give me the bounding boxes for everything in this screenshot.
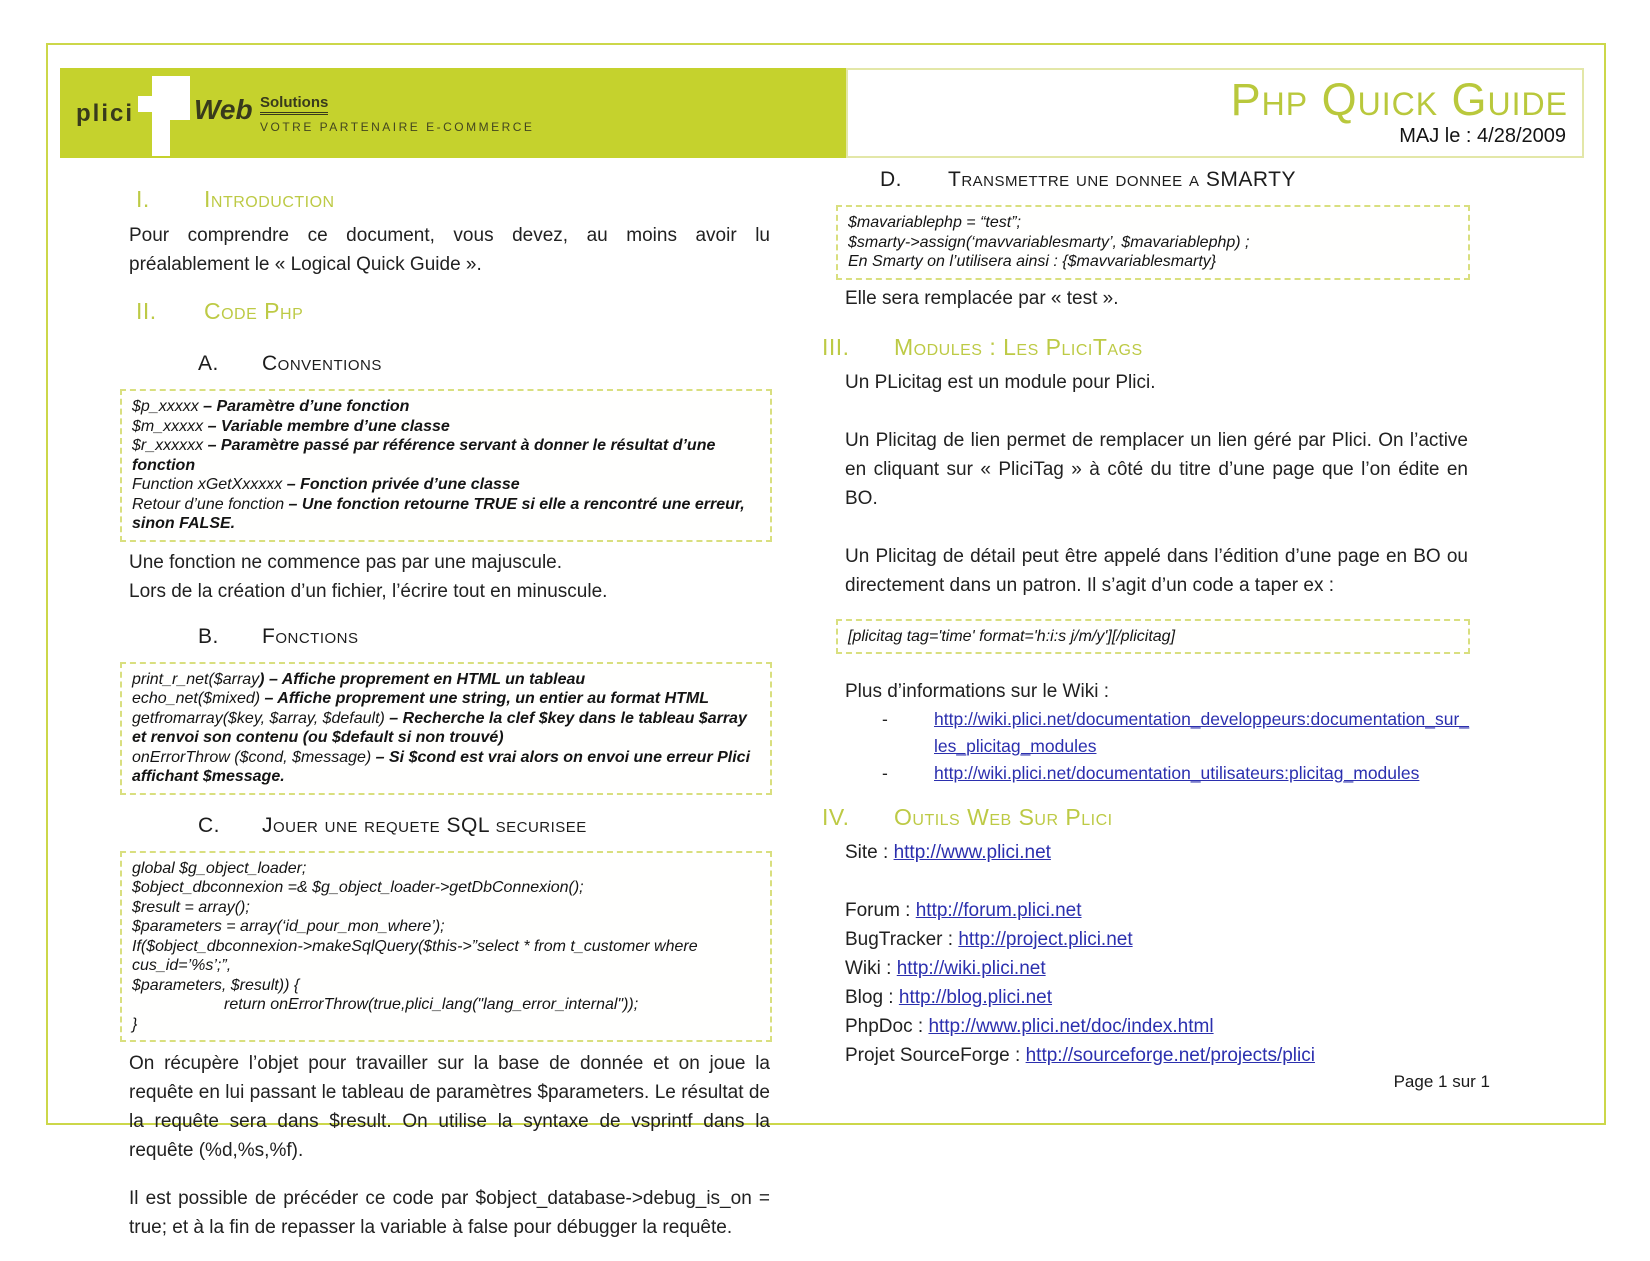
left-column [120,186,772,1261]
code-line [132,397,760,417]
code-line: En Smarty on l’utilisera ainsi : {$mavvariablesmarty} [848,253,1217,270]
modules-paragraph: Un Plicitag de lien permet de remplacer un lien géré par Plici. On l’active en cliquant sur « PliciTag » à côté du titre d’une page que l’on édite en BO. [845,429,1468,509]
code-description: – Variable membre d’une classe [207,417,450,435]
wiki-info-intro: Plus d’informations sur le Wiki : [845,681,1109,702]
subsection-heading-smarty [822,168,1470,192]
document-updated-date: MAJ le : 4/28/2009 [1399,125,1566,147]
code-description: – Affiche proprement une string, un entier au format HTML [264,690,709,707]
note-line: Lors de la création d’un fichier, l’écrire tout en minuscule. [129,580,608,602]
link-label: BugTracker : [845,929,959,950]
smarty-code-box [836,205,1470,280]
subsection-heading-sql [120,814,772,838]
bullet-dash: - [882,709,888,729]
subsection-heading-fonctions [120,625,772,649]
code-line: $mavariablephp = “test”; [848,214,1021,231]
code-token: print_r_net($array [132,670,260,688]
code-line: global $g_object_loader; [132,859,307,877]
code-token: $p_xxxxx [132,398,204,415]
link-label: PhpDoc : [845,1016,929,1037]
code-token: getfromarray($key, $array, $default) [132,709,390,727]
sql-debug-paragraph: Il est possible de précéder ce code par $object_database->debug_is_on = true; et à la fin de repasser la variable à false pour débugger la requête. [129,1188,770,1238]
section-heading-outils [822,804,1470,831]
tool-link-line [822,1012,1470,1041]
code-description: – Fonction privée d’une classe [286,476,520,493]
code-token: Function xGetXxxxxx [132,476,287,493]
code-line: $smarty->assign(‘mavvariablesmarty’, $mavariablephp) ; [848,233,1250,251]
conventions-note [120,548,772,606]
code-line [132,436,760,475]
code-token: $m_xxxxx [132,417,208,435]
section-title: Modules : Les PliciTags [894,333,1143,360]
bugtracker-link[interactable]: http://project.plici.net [958,929,1133,950]
intro-paragraph: Pour comprendre ce document, vous devez, au moins avoir lu préalablement le « Logical Quick Guide ». [129,225,770,275]
code-line [132,417,760,437]
modules-paragraph: Un Plicitag de détail peut être appelé dans l’édition d’une page en BO ou directement dans un patron. Il s’agit d’un code a taper ex : [845,545,1468,596]
page-number: Page 1 sur 1 [1393,1072,1490,1091]
link-label: Wiki : [845,958,897,979]
conventions-code-box [120,389,772,542]
code-description: – Paramètre passé par référence servant à donner le résultat d’une fonction [132,437,716,474]
site-link-line [822,838,1470,867]
note-line: Une fonction ne commence pas par une majuscule. [129,551,563,573]
section-heading-modules [822,334,1470,361]
subsection-title: Conventions [262,352,382,375]
forum-link[interactable]: http://forum.plici.net [915,900,1082,921]
web-tools-links [822,896,1470,1070]
document-title: Php Quick Guide [1230,74,1568,125]
wiki-link-item [822,706,1470,760]
modules-paragraph: Un PLicitag est un module pour Plici. [845,371,1156,393]
subsection-number: B. [198,624,219,648]
code-line [132,689,760,709]
logo-plici-text: plici [76,100,135,127]
wiki-link-item [822,760,1470,787]
code-line [132,709,760,748]
section-title: Introduction [204,186,335,212]
subsection-title: Transmettre une donnee a SMARTY [948,168,1296,191]
section-number: IV. [822,804,850,830]
code-description: – Une fonction retourne TRUE si elle a rencontré une erreur, sinon FALSE. [132,495,745,532]
tool-link-line [822,1041,1470,1070]
tool-link-line [822,925,1470,954]
code-token: onErrorThrow ($cond, $message) [132,748,376,766]
code-line: $result = array(); [132,898,250,916]
title-box [846,68,1584,158]
code-token: $r_xxxxxx [132,437,208,454]
code-line: $parameters, $result)) { [132,976,300,994]
section-title: Outils Web Sur Plici [894,804,1113,830]
bullet-dash: - [882,763,888,783]
sourceforge-link[interactable]: http://sourceforge.net/projects/plici [1025,1045,1315,1066]
smarty-result-note: Elle sera remplacée par « test ». [845,287,1119,309]
code-line [132,748,760,787]
tool-link-line [822,896,1470,925]
code-token: echo_net($mixed) [132,690,265,707]
link-label: Site : [845,842,894,863]
section-number: I. [136,186,150,212]
phpdoc-link[interactable]: http://www.plici.net/doc/index.html [928,1016,1214,1037]
subsection-number: C. [198,813,220,837]
subsection-number: D. [880,168,902,191]
code-line: } [132,1015,138,1033]
code-line: $parameters = array(‘id_pour_mon_where’); [132,918,445,935]
code-description: ) – Affiche proprement en HTML un tableau [259,670,586,688]
section-heading-code-php [120,298,772,325]
link-label: Projet SourceForge : [845,1045,1026,1066]
section-number: II. [136,298,157,324]
logo-web-text: Web [194,94,253,125]
fonctions-code-box [120,662,772,795]
section-number: III. [822,333,850,360]
subsection-title: Jouer une requete SQL securisee [262,813,587,837]
code-token: Retour d’une fonction [132,495,289,513]
section-title: Code Php [204,298,304,324]
tool-link-line [822,983,1470,1012]
code-line [132,670,760,690]
blog-link[interactable]: http://blog.plici.net [898,987,1053,1008]
code-line [132,495,760,534]
right-column [822,168,1470,1070]
code-line: $object_dbconnexion =& $g_object_loader->getDbConnexion(); [132,879,584,896]
code-description: – Recherche la clef $key dans le tableau $array et renvoi son contenu (ou $default si non trouvé) [132,709,747,746]
wiki-developers-link[interactable]: http://wiki.plici.net/documentation_developpeurs:documentation_sur_les_plicitag_modules [934,709,1470,756]
code-line: [plicitag tag='time' format='h:i:s j/m/y'][/plicitag] [848,627,1176,645]
section-heading-introduction [120,186,772,213]
plici-p-icon [136,76,192,161]
code-description: – Paramètre d’une fonction [203,398,410,415]
subsection-heading-conventions [120,352,772,376]
subsection-title: Fonctions [262,624,359,648]
logo-solutions-text: Solutions [260,94,328,115]
code-line [132,475,760,495]
code-line: return onErrorThrow(true,plici_lang("lang_error_internal")); [224,996,639,1013]
sql-explanation-paragraph: On récupère l’objet pour travailler sur la base de donnée et on joue la requête en lui passant le tableau de paramètres $parameters. Le résultat de la requête sera dans $result. On utilise la syntaxe de vsprintf dans la requête (%d,%s,%f). [129,1053,770,1161]
tool-link-line [822,954,1470,983]
code-line: If($object_dbconnexion->makeSqlQuery($this->”select * from t_customer where cus_id=’%s’;”, [132,937,698,974]
subsection-number: A. [198,352,219,375]
logo-band [60,68,846,158]
site-link[interactable]: http://www.plici.net [893,842,1051,863]
link-label: Forum : [845,900,916,921]
wiki-users-link[interactable]: http://wiki.plici.net/documentation_utilisateurs:plicitag_modules [934,763,1420,783]
sql-code-box [120,851,772,1043]
wiki-link[interactable]: http://wiki.plici.net [896,958,1046,979]
code-description: – Si $cond est vrai alors on envoi une erreur Plici affichant $message. [132,748,751,785]
plicitag-code-box [836,619,1470,655]
logo-tagline: VOTRE PARTENAIRE E-COMMERCE [260,120,535,134]
link-label: Blog : [845,987,899,1008]
